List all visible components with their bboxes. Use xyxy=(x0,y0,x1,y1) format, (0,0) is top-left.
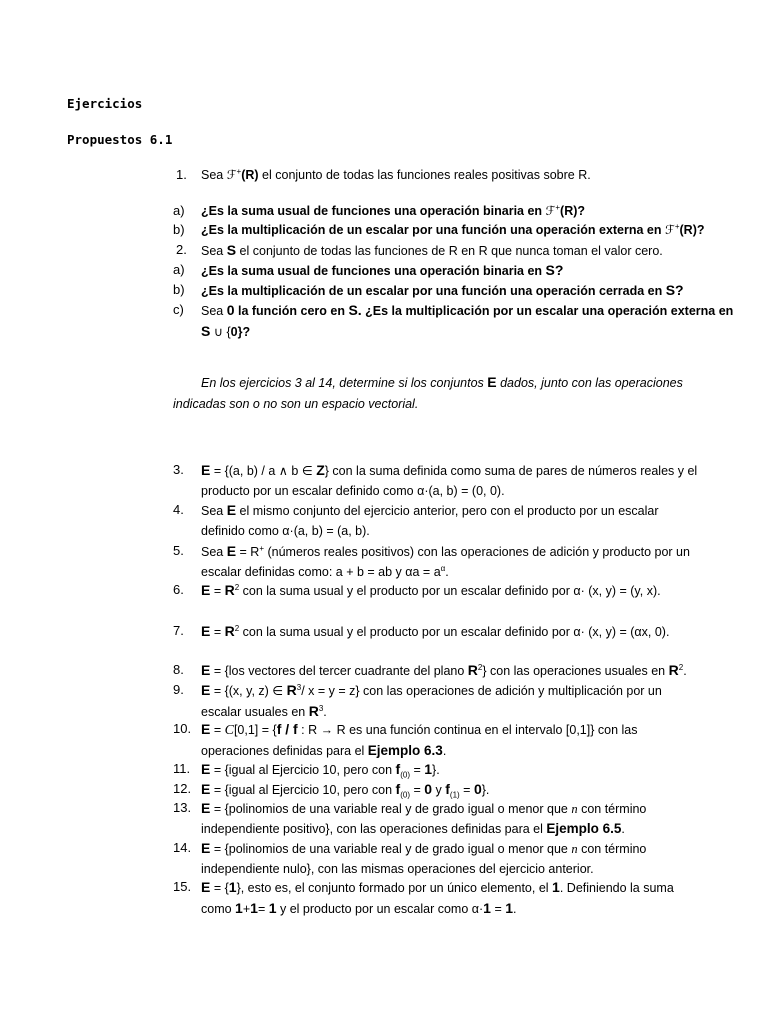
exercise-number: 8. xyxy=(173,662,184,677)
exercise-11-text: E = {igual al Ejercicio 10, pero con $f_{(0)} = 1$}. xyxy=(201,761,440,780)
sub-label: b) xyxy=(173,282,185,297)
exercise-10-text: E = C[0,1] = {f / f : R → R es una función continua en el intervalo [0,1]} con las operaciones definidas para el Ejemplo 6.3. xyxy=(201,721,638,758)
sub-label: a) xyxy=(173,203,185,218)
exercise-8-text: E = {los vectores del tercer cuadrante del plano $R^2$} con las operaciones usuales en $R^2$. xyxy=(201,662,687,678)
exercise-14-text: E = {polinomios de una variable real y de grado igual o menor que n con término independiente nulo}, con las mismas operaciones del ejercicio anterior. xyxy=(201,840,647,876)
exercise-1-text: Sea ℱ+(R) el conjunto de todas las funciones reales positivas sobre R. xyxy=(201,166,591,182)
section-title: Ejercicios xyxy=(67,96,143,111)
exercise-4-text: Sea E el mismo conjunto del ejercicio anterior, pero con el producto por un escalar definido como α·(a, b) = (a, b). xyxy=(201,502,659,538)
exercise-1a-text: ¿Es la suma usual de funciones una operación binaria en ℱ+(R)? xyxy=(201,202,586,218)
exercise-number: 6. xyxy=(173,582,184,597)
exercise-2b-text: ¿Es la multiplicación de un escalar por una función una operación cerrada en S? xyxy=(201,282,684,298)
exercise-number: 15. xyxy=(173,879,192,894)
exercise-13-text: E = {polinomios de una variable real y de grado igual o menor que n con término independiente positivo}, con las operaciones definidas para el Ejemplo 6.5. xyxy=(201,800,647,836)
exercise-number: 13. xyxy=(173,800,192,815)
exercise-2a-text: ¿Es la suma usual de funciones una operación binaria en S? xyxy=(201,262,564,278)
exercise-2-text: Sea S el conjunto de todas las funciones de R en R que nunca toman el valor cero. xyxy=(201,242,663,258)
exercise-9-text: E = {(x, y, z) ∈ $R^3/$ x = y = z} con las operaciones de adición y multiplicación por un escalar usuales en $R^3$. xyxy=(201,682,662,719)
sub-label: a) xyxy=(173,262,185,277)
exercise-number: 10. xyxy=(173,721,192,736)
exercise-6-text: $E = R^2$ con la suma usual y el producto por un escalar definido por α· (x, y) = (y, x). xyxy=(201,582,661,598)
exercise-number: 9. xyxy=(173,682,184,697)
exercise-1b-text: ¿Es la multiplicación de un escalar por una función una operación externa en ℱ+(R)? xyxy=(201,221,705,237)
exercise-2c-text-cont: S ∪ {0}? xyxy=(201,323,251,339)
exercise-number: 11. xyxy=(173,761,191,776)
exercise-15-text: E = {1}, esto es, el conjunto formado por un único elemento, el 1. Definiendo la suma como 1+1= 1 y el producto por un escalar como α·1 = 1. xyxy=(201,879,674,916)
exercise-number: 7. xyxy=(173,623,184,638)
intro-paragraph: En los ejercicios 3 al 14, determine si los conjuntos E dados, junto con las operaciones indicadas son o no son un espacio vectorial. xyxy=(173,374,683,411)
exercise-5-text: Sea E = R+ (números reales positivos) con las operaciones de adición y producto por un escalar definidas como: a + b = ab y $\alpha a = a^\alpha$. xyxy=(201,543,690,579)
exercise-3-text: E = {(a, b) / a ∧ b ∈ Z} con la suma definida como suma de pares de números reales y el producto por un escalar definido como α·(a, b) = (0, 0). xyxy=(201,462,698,498)
exercise-12-text: E = {igual al Ejercicio 10, pero con $f_{(0)} = 0$ y $f_{(1)} = 0$}. xyxy=(201,781,490,800)
sub-label: b) xyxy=(173,222,185,237)
exercise-number: 5. xyxy=(173,543,184,558)
exercise-number: 2. xyxy=(176,242,187,257)
sub-label: c) xyxy=(173,302,184,317)
exercise-7-text: $E = R^2$ con la suma usual y el producto por un escalar definido por α· (x, y) = (αx, 0). xyxy=(201,623,670,639)
exercise-number: 14. xyxy=(173,840,192,855)
exercise-number: 3. xyxy=(173,462,184,477)
exercise-number: 4. xyxy=(173,502,184,517)
exercise-2c-text: Sea 0 la función cero en S. ¿Es la multiplicación por un escalar una operación externa en xyxy=(201,302,734,318)
section-subtitle: Propuestos 6.1 xyxy=(67,132,173,147)
exercise-number: 1. xyxy=(176,167,187,182)
exercise-number: 12. xyxy=(173,781,192,796)
